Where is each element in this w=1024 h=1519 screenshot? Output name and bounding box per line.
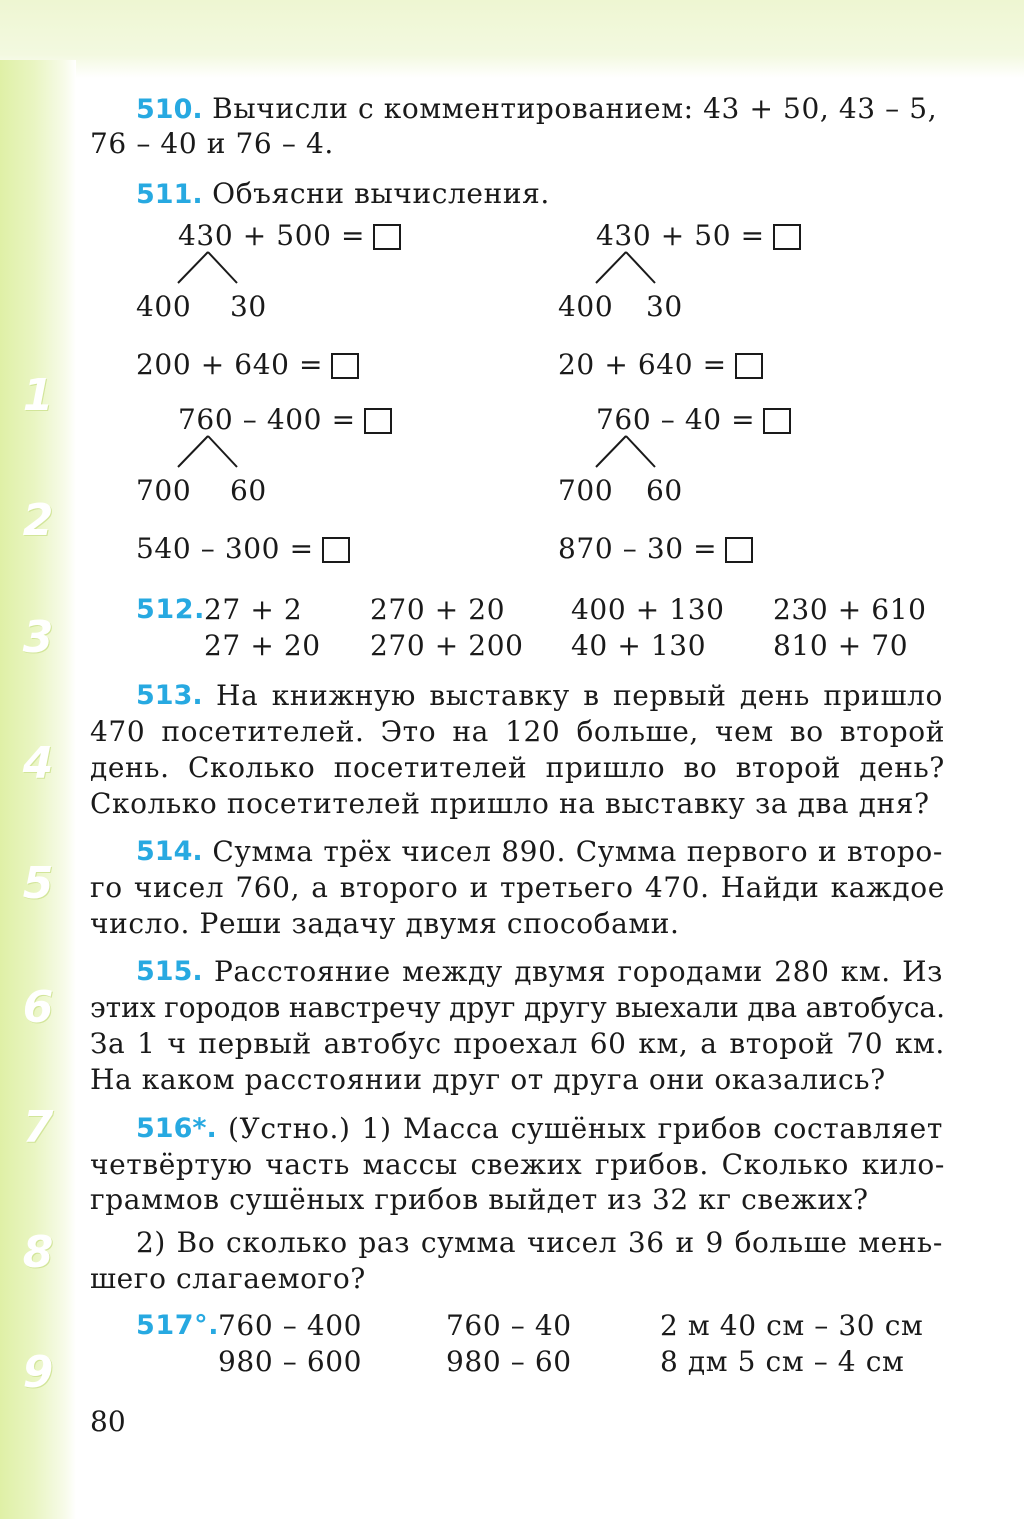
w: км. xyxy=(894,1027,945,1060)
problem-515-line-2 xyxy=(90,990,945,1026)
w: 60 xyxy=(589,1027,627,1060)
w: третьего xyxy=(500,871,634,904)
w: 890. xyxy=(501,835,566,868)
problem-516-line-4 xyxy=(136,1225,943,1261)
p517-r1-c2: 760 – 40 xyxy=(446,1309,572,1342)
w: каждое xyxy=(830,871,945,904)
w: друг xyxy=(449,991,516,1024)
answer-box xyxy=(373,224,401,250)
p512-r1-c2: 270 + 20 xyxy=(370,593,506,626)
split-left-2a: 700 xyxy=(136,474,192,507)
w: (Устно.) xyxy=(228,1112,351,1145)
page-number: 80 xyxy=(90,1405,126,1438)
w: а xyxy=(700,1027,718,1060)
w: 120 xyxy=(505,715,561,748)
w: свежих xyxy=(470,1148,583,1181)
side-tab-6: 6 xyxy=(22,982,54,1033)
w: 70 xyxy=(846,1027,884,1060)
expr-511-left-3-text: 760 – 400 = xyxy=(178,403,356,436)
w: грибов xyxy=(657,1112,762,1145)
w: между xyxy=(402,955,503,988)
expr-511-right-4-text: 870 – 30 = xyxy=(558,532,718,565)
expr-511-right-2-text: 20 + 640 = xyxy=(558,348,727,381)
expr-511-left-4 xyxy=(136,531,350,567)
w: Сколько xyxy=(721,1148,849,1181)
w: го xyxy=(90,871,123,904)
side-tab-2: 2 xyxy=(22,495,54,546)
w: Найди xyxy=(720,871,820,904)
side-tab-4: 4 xyxy=(22,738,54,789)
p517-r1-c3: 2 м 40 см – 30 см xyxy=(660,1309,924,1342)
w: выехали xyxy=(615,991,739,1024)
answer-box xyxy=(725,537,753,563)
w: городов xyxy=(164,991,281,1024)
w: Сумма xyxy=(575,835,677,868)
answer-box xyxy=(763,408,791,434)
w: 760, xyxy=(235,871,301,904)
problem-514-line-2 xyxy=(90,870,945,906)
w: день. xyxy=(90,751,170,784)
answer-box xyxy=(735,353,763,379)
problem-511-title-line xyxy=(136,176,550,213)
problem-515-line-1 xyxy=(136,954,943,990)
p512-r2-c4: 810 + 70 xyxy=(773,629,909,662)
p512-r1-c4: 230 + 610 xyxy=(773,593,927,626)
w: составляет xyxy=(773,1112,943,1145)
expr-511-left-3 xyxy=(178,402,392,438)
expr-511-left-2 xyxy=(136,347,359,383)
w: 1 xyxy=(137,1027,156,1060)
expr-511-left-2-text: 200 + 640 = xyxy=(136,348,324,381)
split-right-1b: 30 xyxy=(646,290,683,323)
w: Сумма xyxy=(212,835,314,868)
side-tab-8: 8 xyxy=(22,1227,54,1278)
side-decor-band xyxy=(0,60,76,1519)
problem-510-text-1: Вычисли с комментированием: 43 + 50, 43 – 5, xyxy=(212,92,938,125)
split-branch-left-1 xyxy=(178,252,238,284)
w: Это xyxy=(380,715,437,748)
p512-r2-c2: 270 + 200 xyxy=(370,629,524,662)
w: сушёных xyxy=(510,1112,647,1145)
w: автобус xyxy=(323,1027,442,1060)
w: грибов. xyxy=(595,1148,709,1181)
w: день xyxy=(739,679,810,712)
problem-511-title: Объясни вычисления. xyxy=(212,177,550,210)
problem-513-line-3 xyxy=(90,750,945,786)
problem-513-line-4: Сколько посетителей пришло на выставку за два дня? xyxy=(90,787,930,820)
split-right-2a: 700 xyxy=(558,474,614,507)
problem-515-line-3 xyxy=(90,1026,945,1062)
w: проехал xyxy=(453,1027,578,1060)
expr-511-right-4 xyxy=(558,531,753,567)
w: во xyxy=(789,715,824,748)
p512-r1-c3: 400 + 130 xyxy=(571,593,725,626)
expr-511-right-3 xyxy=(596,402,791,438)
w: За xyxy=(90,1027,126,1060)
problem-512-number: 512. xyxy=(136,594,206,625)
w: и xyxy=(817,835,838,868)
w: другу xyxy=(523,991,607,1024)
w: Масса xyxy=(402,1112,500,1145)
w: сумма xyxy=(420,1226,517,1259)
w: во xyxy=(683,751,718,784)
expr-511-right-2 xyxy=(558,347,763,383)
problem-517-number: 517°. xyxy=(136,1310,220,1341)
w: чисел xyxy=(133,871,225,904)
problem-516-line-2 xyxy=(90,1147,945,1183)
w: 470 xyxy=(90,715,146,748)
w: 9 xyxy=(705,1226,724,1259)
w: сколько xyxy=(226,1226,348,1259)
w: второго xyxy=(339,871,459,904)
problem-510-line-2 xyxy=(90,126,334,162)
split-branch-right-2 xyxy=(596,436,656,468)
w: книжную xyxy=(271,679,417,712)
w: первый xyxy=(198,1027,312,1060)
problem-514-number: 514. xyxy=(136,836,203,867)
side-tab-7: 7 xyxy=(22,1102,54,1153)
split-branch-left-2 xyxy=(178,436,238,468)
w: На xyxy=(216,679,259,712)
w: пришло xyxy=(545,751,666,784)
w: 2) xyxy=(136,1226,166,1259)
split-right-2b: 60 xyxy=(646,474,683,507)
w: 280 xyxy=(774,955,830,988)
problem-514-line-3: число. Реши задачу двумя способами. xyxy=(90,907,680,940)
w: кило- xyxy=(861,1148,945,1181)
w: на xyxy=(452,715,489,748)
split-left-1a: 400 xyxy=(136,290,192,323)
p512-r1-c1: 27 + 2 xyxy=(204,593,303,626)
side-tab-1: 1 xyxy=(22,370,54,421)
w: чисел xyxy=(526,1226,618,1259)
problem-510-number: 510. xyxy=(136,94,203,125)
expr-511-left-4-text: 540 – 300 = xyxy=(136,532,314,565)
w: а xyxy=(311,871,329,904)
w: автобуса. xyxy=(805,991,945,1024)
w: навстречу xyxy=(288,991,441,1024)
w: больше xyxy=(734,1226,848,1259)
w: этих xyxy=(90,991,156,1024)
problem-516-line-1 xyxy=(136,1111,943,1147)
w: в xyxy=(583,679,600,712)
p512-r2-c1: 27 + 20 xyxy=(204,629,321,662)
w: км, xyxy=(638,1027,689,1060)
w: и xyxy=(469,871,489,904)
w: Из xyxy=(902,955,943,988)
w: городами xyxy=(617,955,763,988)
split-left-1b: 30 xyxy=(230,290,267,323)
w: Расстояние xyxy=(213,955,391,988)
side-tab-5: 5 xyxy=(22,858,54,909)
answer-box xyxy=(322,537,350,563)
w: второ- xyxy=(847,835,943,868)
w: чем xyxy=(715,715,774,748)
w: больше, xyxy=(576,715,699,748)
problem-516-number: 516*. xyxy=(136,1113,217,1144)
side-tab-3: 3 xyxy=(22,612,54,663)
w: 1) xyxy=(361,1112,392,1145)
w: мень- xyxy=(858,1226,943,1259)
w: второй xyxy=(729,1027,835,1060)
answer-box xyxy=(364,408,392,434)
w: Во xyxy=(176,1226,216,1259)
problem-511-number: 511. xyxy=(136,179,203,210)
w: раз xyxy=(358,1226,411,1259)
w: посетителей. xyxy=(161,715,365,748)
p517-r2-c3: 8 дм 5 см – 4 см xyxy=(660,1345,905,1378)
w: часть xyxy=(265,1148,350,1181)
problem-510-text-2: 76 – 40 и 76 – 4. xyxy=(90,127,334,160)
w: два xyxy=(747,991,798,1024)
problem-513-line-1 xyxy=(136,678,943,714)
w: массы xyxy=(362,1148,458,1181)
expr-511-left-1 xyxy=(178,218,401,254)
w: трёх xyxy=(323,835,392,868)
answer-box xyxy=(331,353,359,379)
p517-r2-c2: 980 – 60 xyxy=(446,1345,572,1378)
w: второй xyxy=(735,751,841,784)
top-decor-band xyxy=(0,0,1024,78)
split-branch-right-1 xyxy=(596,252,656,284)
p517-r1-c1: 760 – 400 xyxy=(218,1309,363,1342)
w: первый xyxy=(613,679,727,712)
expr-511-right-3-text: 760 – 40 = xyxy=(596,403,756,436)
problem-515-number: 515. xyxy=(136,956,203,987)
w: выставку xyxy=(429,679,570,712)
p517-r2-c1: 980 – 600 xyxy=(218,1345,363,1378)
w: посетителей xyxy=(333,751,528,784)
w: км. xyxy=(840,955,891,988)
problem-513-line-2 xyxy=(90,714,945,750)
w: Сколько xyxy=(187,751,316,784)
w: день? xyxy=(859,751,945,784)
problem-516-line-3: граммов сушёных грибов выйдет из 32 кг свежих? xyxy=(90,1183,869,1216)
w: пришло xyxy=(823,679,943,712)
split-right-1a: 400 xyxy=(558,290,614,323)
w: четвёртую xyxy=(90,1148,253,1181)
w: первого xyxy=(686,835,809,868)
w: чисел xyxy=(401,835,492,868)
w: 36 xyxy=(627,1226,665,1259)
problem-514-line-1 xyxy=(136,834,943,870)
expr-511-left-1-text: 430 + 500 = xyxy=(178,219,366,252)
w: ч xyxy=(167,1027,187,1060)
answer-box xyxy=(773,224,801,250)
p512-r2-c3: 40 + 130 xyxy=(571,629,707,662)
side-tab-9: 9 xyxy=(22,1347,54,1398)
problem-515-line-4: На каком расстоянии друг от друга они оказались? xyxy=(90,1063,886,1096)
expr-511-right-1-text: 430 + 50 = xyxy=(596,219,765,252)
w: второй xyxy=(839,715,945,748)
expr-511-right-1 xyxy=(596,218,801,254)
w: двумя xyxy=(514,955,607,988)
problem-513-number: 513. xyxy=(136,680,203,711)
w: и xyxy=(675,1226,695,1259)
problem-510-line-1 xyxy=(136,91,937,128)
split-left-2b: 60 xyxy=(230,474,267,507)
w: 470. xyxy=(644,871,710,904)
problem-516-line-5: шего слагаемого? xyxy=(90,1262,366,1295)
